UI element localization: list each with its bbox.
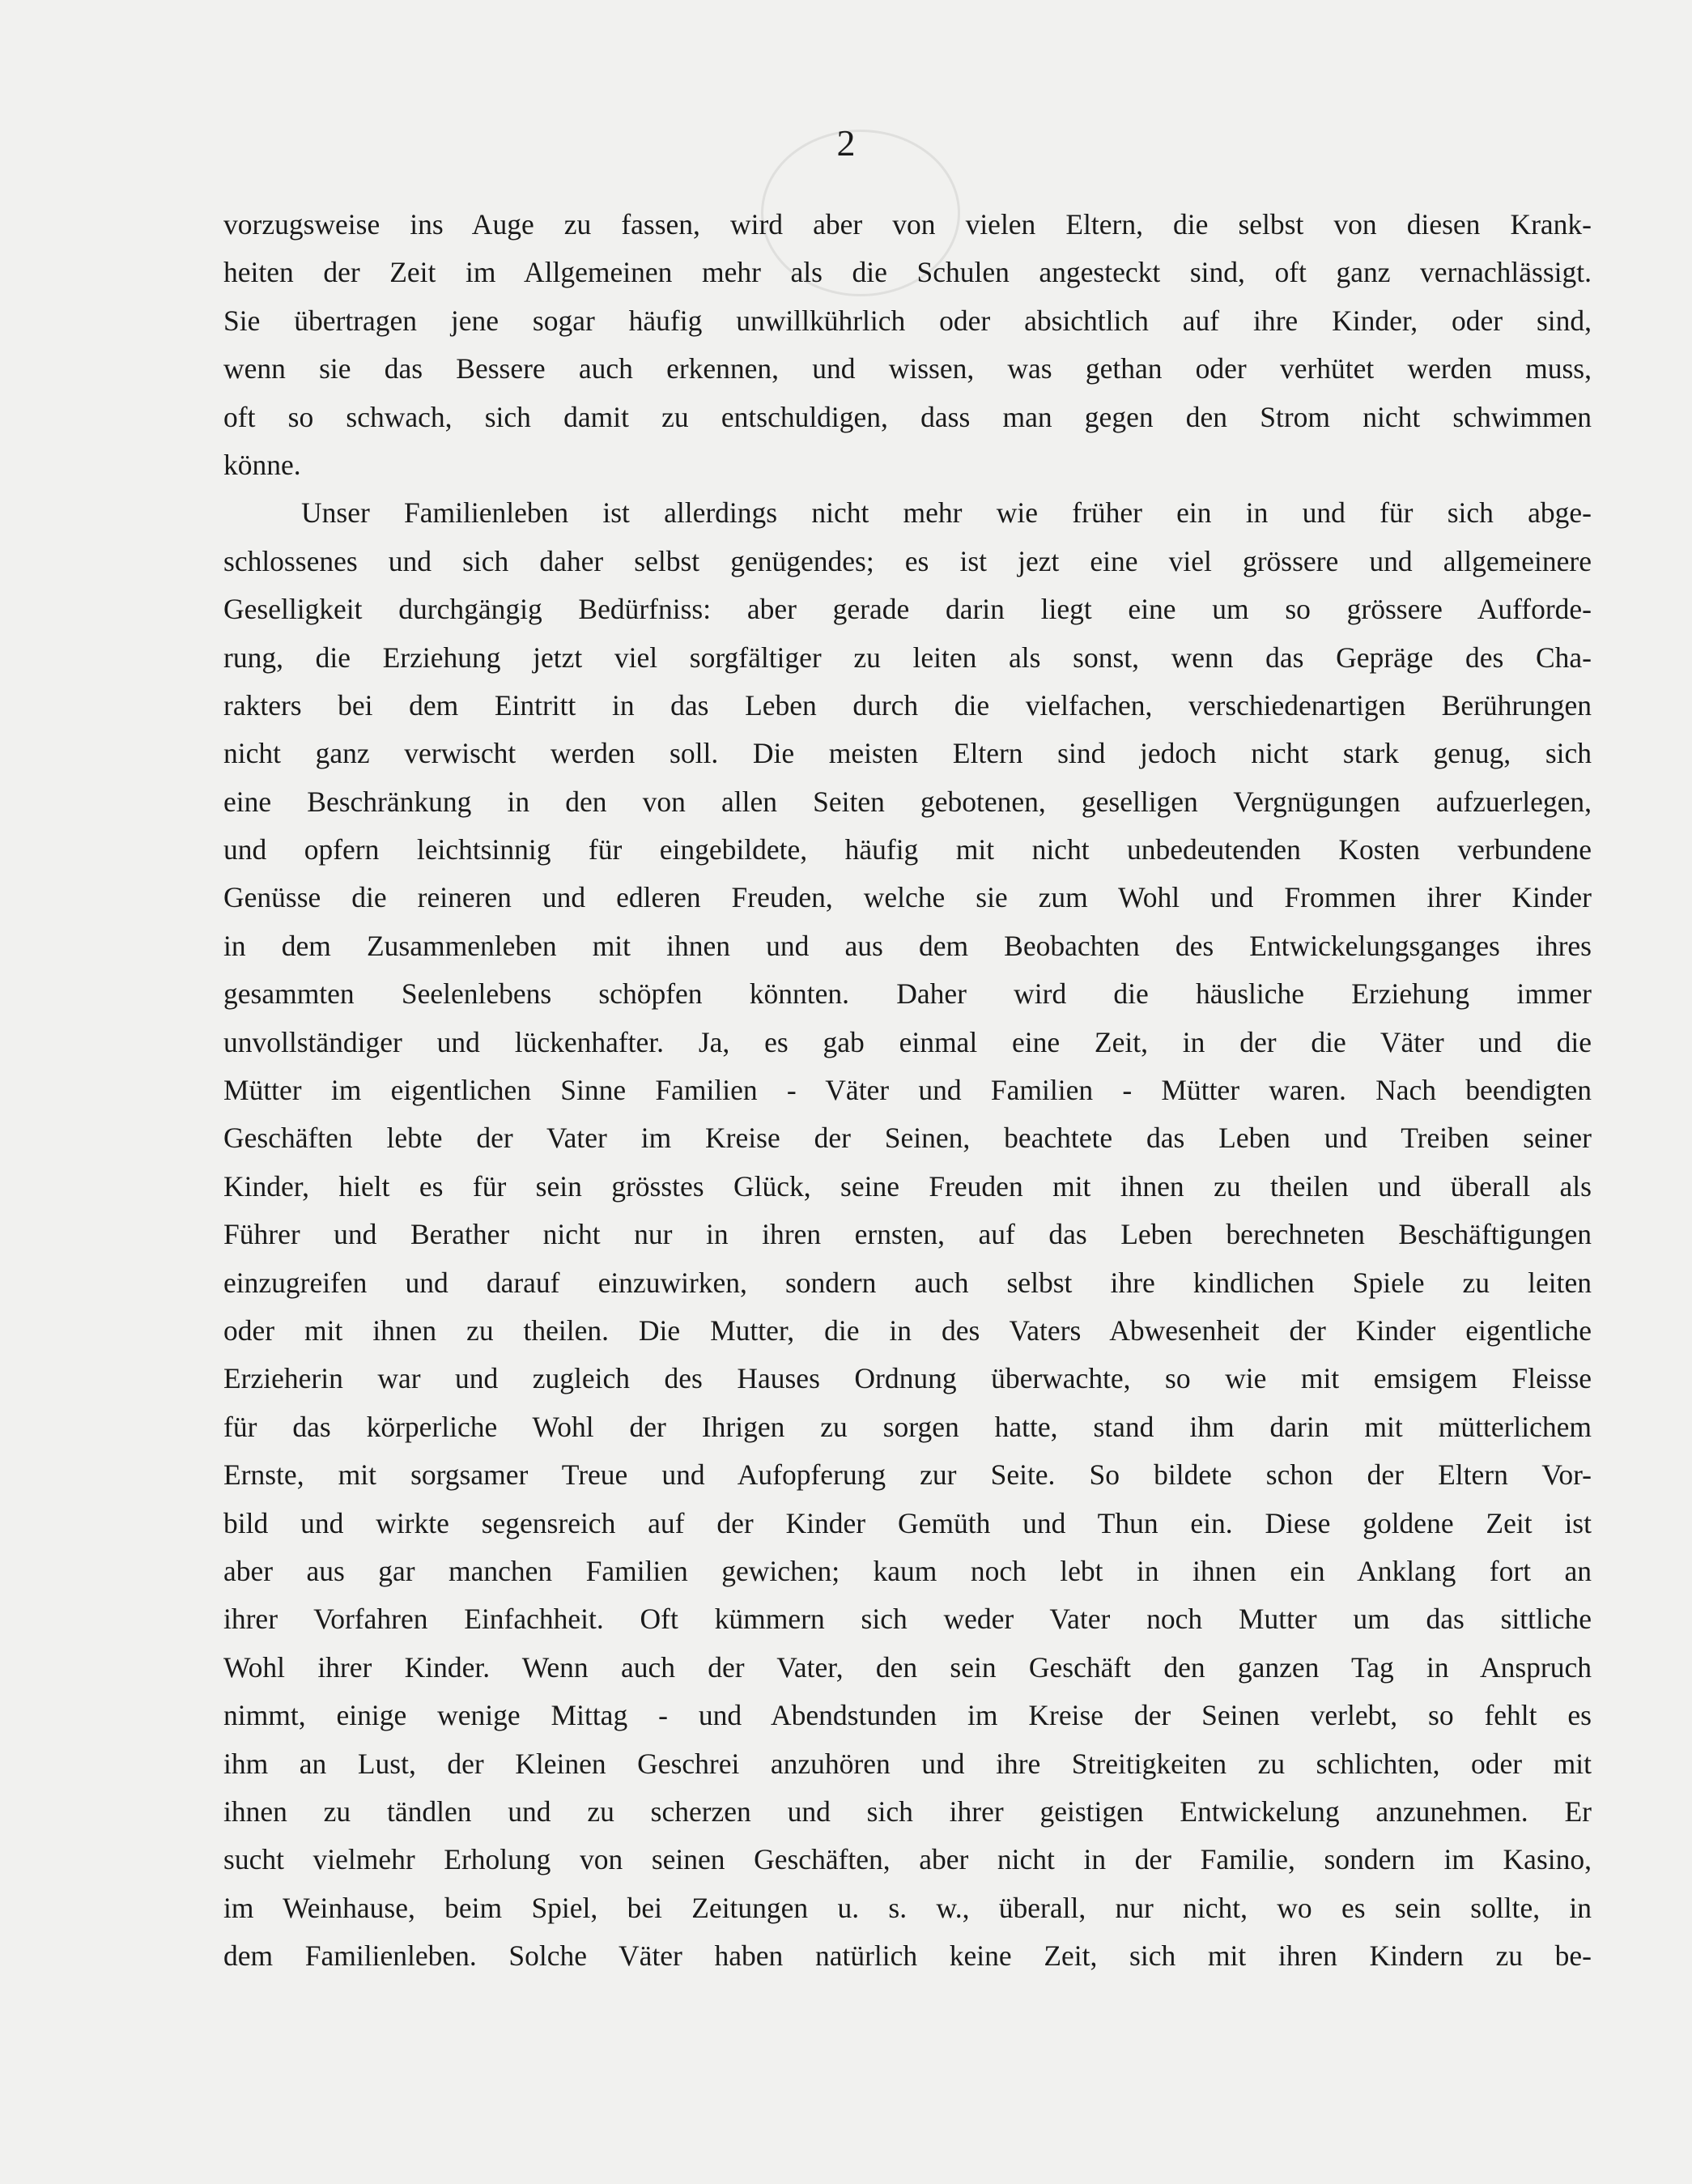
text-line: einzugreifen und darauf einzuwirken, sondern auch selbst ihre kindlichen Spiele zu leiten bbox=[223, 1266, 1592, 1299]
paragraph-1 bbox=[223, 201, 1592, 489]
text-line: Wohl ihrer Kinder. Wenn auch der Vater, den sein Geschäft den ganzen Tag in Anspruch bbox=[223, 1650, 1592, 1684]
body-text bbox=[223, 201, 1592, 1980]
text-line: heiten der Zeit im Allgemeinen mehr als die Schulen angesteckt sind, oft ganz vernachlässigt. bbox=[223, 256, 1592, 289]
text-line: ihm an Lust, der Kleinen Geschrei anzuhören und ihre Streitigkeiten zu schlichten, oder mit bbox=[223, 1747, 1592, 1780]
text-line: bild und wirkte segensreich auf der Kinder Gemüth und Thun ein. Diese goldene Zeit ist bbox=[223, 1506, 1592, 1539]
text-line: wenn sie das Bessere auch erkennen, und wissen, was gethan oder verhütet werden muss, bbox=[223, 352, 1592, 385]
text-line: Sie übertragen jene sogar häufig unwillkührlich oder absichtlich auf ihre Kinder, oder sind, bbox=[223, 304, 1592, 337]
text-line: in dem Zusammenleben mit ihnen und aus dem Beobachten des Entwickelungsganges ihres bbox=[223, 929, 1592, 962]
text-line: Erzieherin war und zugleich des Hauses Ordnung überwachte, so wie mit emsigem Fleisse bbox=[223, 1362, 1592, 1395]
text-line: und opfern leichtsinnig für eingebildete, häufig mit nicht unbedeutenden Kosten verbundene bbox=[223, 833, 1592, 866]
text-line: Kinder, hielt es für sein grösstes Glück, seine Freuden mit ihnen zu theilen und überall als bbox=[223, 1169, 1592, 1203]
text-line: Mütter im eigentlichen Sinne Familien - Väter und Familien - Mütter waren. Nach beendigten bbox=[223, 1074, 1592, 1107]
paragraph-2 bbox=[223, 489, 1592, 1980]
text-line: unvollständiger und lückenhafter. Ja, es gab einmal eine Zeit, in der die Väter und die bbox=[223, 1025, 1592, 1058]
text-line: Geselligkeit durchgängig Bedürfniss: aber gerade darin liegt eine um so grössere Aufforde- bbox=[223, 593, 1592, 626]
text-line: sucht vielmehr Erholung von seinen Geschäften, aber nicht in der Familie, sondern im Kasino, bbox=[223, 1843, 1592, 1876]
text-line: aber aus gar manchen Familien gewichen; kaum noch lebt in ihnen ein Anklang fort an bbox=[223, 1554, 1592, 1587]
text-line: vorzugsweise ins Auge zu fassen, wird aber von vielen Eltern, die selbst von diesen Krank- bbox=[223, 208, 1592, 241]
text-line: oder mit ihnen zu theilen. Die Mutter, die in des Vaters Abwesenheit der Kinder eigentliche bbox=[223, 1313, 1592, 1347]
text-line: nicht ganz verwischt werden soll. Die meisten Eltern sind jedoch nicht stark genug, sich bbox=[223, 737, 1592, 770]
text-line: rung, die Erziehung jetzt viel sorgfältiger zu leiten als sonst, wenn das Gepräge des Cha- bbox=[223, 641, 1592, 674]
text-line: Ernste, mit sorgsamer Treue und Aufopferung zur Seite. So bildete schon der Eltern Vor- bbox=[223, 1458, 1592, 1492]
text-line: dem Familienleben. Solche Väter haben natürlich keine Zeit, sich mit ihren Kindern zu be- bbox=[223, 1939, 1592, 1973]
text-line: schlossenes und sich daher selbst genügendes; es ist jezt eine viel grössere und allgemeinere bbox=[223, 544, 1592, 577]
text-line: eine Beschränkung in den von allen Seiten gebotenen, geselligen Vergnügungen aufzuerlegen, bbox=[223, 785, 1592, 818]
text-line: könne. bbox=[223, 448, 301, 481]
text-line: im Weinhause, beim Spiel, bei Zeitungen u. s. w., überall, nur nicht, wo es sein sollte, in bbox=[223, 1891, 1592, 1924]
text-line: gesammten Seelenlebens schöpfen könnten. Daher wird die häusliche Erziehung immer bbox=[223, 977, 1592, 1011]
text-line: nimmt, einige wenige Mittag - und Abendstunden im Kreise der Seinen verlebt, so fehlt es bbox=[223, 1699, 1592, 1732]
text-line: ihrer Vorfahren Einfachheit. Oft kümmern sich weder Vater noch Mutter um das sittliche bbox=[223, 1603, 1592, 1636]
text-line: Geschäften lebte der Vater im Kreise der Seinen, beachtete das Leben und Treiben seiner bbox=[223, 1122, 1592, 1155]
text-line: Führer und Berather nicht nur in ihren ernsten, auf das Leben berechneten Beschäftigungen bbox=[223, 1218, 1592, 1251]
text-line: Unser Familienleben ist allerdings nicht mehr wie früher ein in und für sich abge- bbox=[301, 496, 1592, 530]
text-line: für das körperliche Wohl der Ihrigen zu sorgen hatte, stand ihm darin mit mütterlichem bbox=[223, 1410, 1592, 1443]
page-number: 2 bbox=[836, 122, 856, 164]
text-line: rakters bei dem Eintritt in das Leben durch die vielfachen, verschiedenartigen Berührungen bbox=[223, 688, 1592, 722]
text-line: Genüsse die reineren und edleren Freuden, welche sie zum Wohl und Frommen ihrer Kinder bbox=[223, 881, 1592, 914]
text-line: ihnen zu tändlen und zu scherzen und sich ihrer geistigen Entwickelung anzunehmen. Er bbox=[223, 1794, 1592, 1828]
text-line: oft so schwach, sich damit zu entschuldigen, dass man gegen den Strom nicht schwimmen bbox=[223, 400, 1592, 433]
